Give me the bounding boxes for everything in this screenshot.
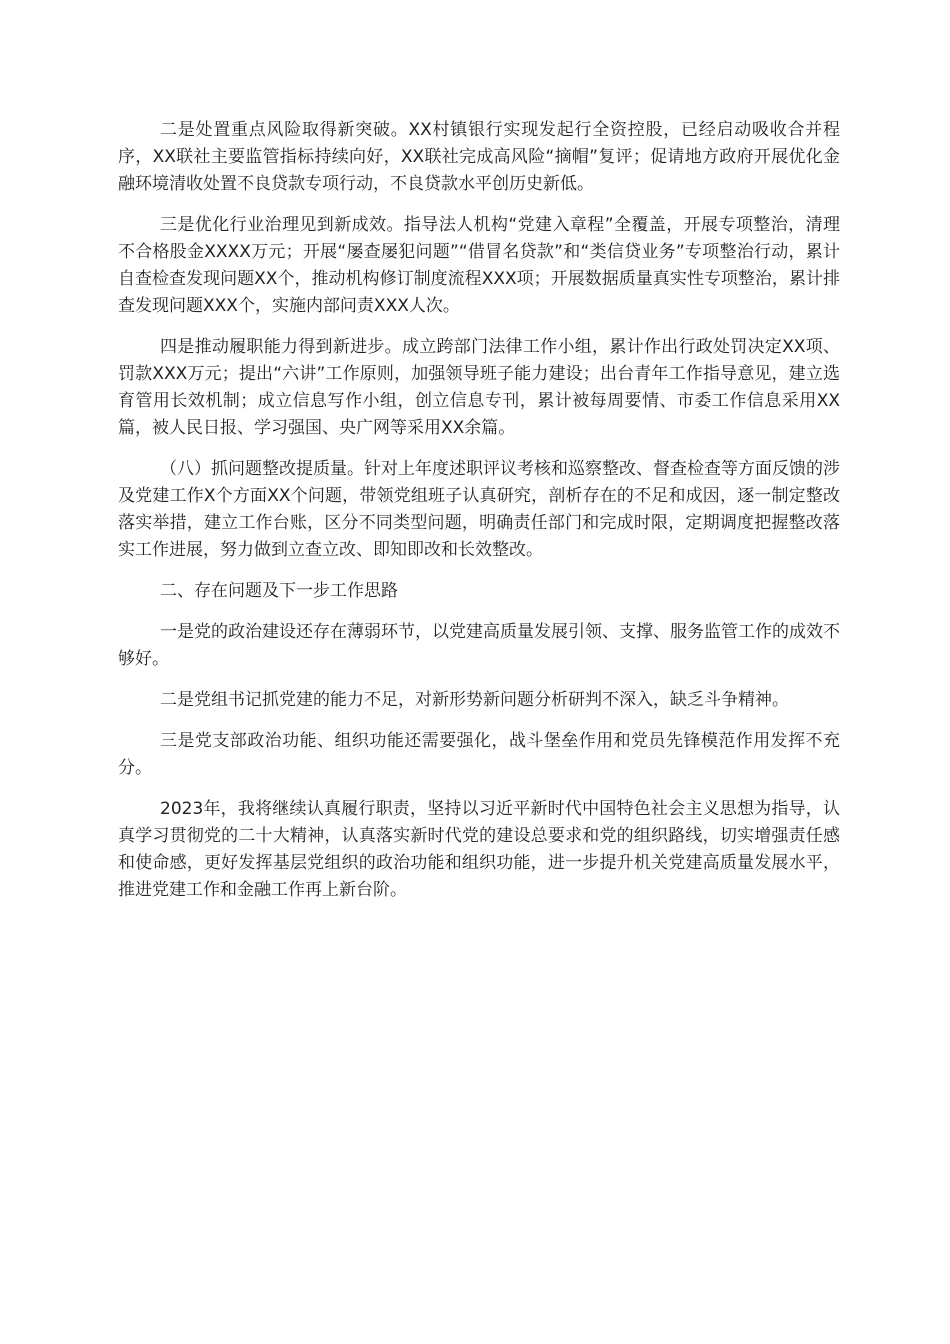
- paragraph-problem-one: 一是党的政治建设还存在薄弱环节，以党建高质量发展引领、支撑、服务监管工作的成效不够好。: [118, 622, 840, 669]
- paragraph-problem-two: 二是党组书记抓党建的能力不足，对新形势新问题分析研判不深入，缺乏斗争精神。: [160, 690, 789, 710]
- paragraph-risk-disposal: 二是处置重点风险取得新突破。XX村镇银行实现发起行全资控股，已经启动吸收合并程序，XX联社主要监管指标持续向好，XX联社完成高风险“摘帽”复评；促请地方政府开展优化金融环境清收处置不良贷款专项行动，不良贷款水平创历史新低。: [118, 120, 840, 194]
- paragraph-2023-plan: 2023年，我将继续认真履行职责，坚持以习近平新时代中国特色社会主义思想为指导，认真学习贯彻党的二十大精神，认真落实新时代党的建设总要求和党的组织路线，切实增强责任感和使命感，更好发挥基层党组织的政治功能和组织功能，进一步提升机关党建高质量发展水平，推进党建工作和金融工作再上新台阶。: [118, 799, 840, 900]
- paragraph-rectification: （八）抓问题整改提质量。针对上年度述职评议考核和巡察整改、督查检查等方面反馈的涉及党建工作X个方面XX个问题，带领党组班子认真研究，剖析存在的不足和成因，逐一制定整改落实举措，建立工作台账，区分不同类型问题，明确责任部门和完成时限，定期调度把握整改落实工作进展，努力做到立查立改、即知即改和长效整改。: [118, 459, 840, 560]
- paragraph-problem-three: 三是党支部政治功能、组织功能还需要强化，战斗堡垒作用和党员先锋模范作用发挥不充分。: [118, 731, 840, 778]
- paragraph-industry-governance: 三是优化行业治理见到新成效。指导法人机构“党建入章程”全覆盖，开展专项整治，清理不合格股金XXXX万元；开展“屡查屡犯问题”“借冒名贷款”和“类信贷业务”专项整治行动，累计自查检查发现问题XX个，推动机构修订制度流程XXX项；开展数据质量真实性专项整治，累计排查发现问题XXX个，实施内部问责XXX人次。: [118, 215, 840, 316]
- paragraph-duty-capability: 四是推动履职能力得到新进步。成立跨部门法律工作小组，累计作出行政处罚决定XX项、罚款XXX万元；提出“六讲”工作原则，加强领导班子能力建设；出台青年工作指导意见，建立选育管用长效机制；成立信息写作小组，创立信息专刊，累计被每周要情、市委工作信息采用XX篇，被人民日报、学习强国、央广网等采用XX余篇。: [118, 337, 840, 438]
- section-heading-problems: 二、存在问题及下一步工作思路: [160, 581, 398, 601]
- document-body: [118, 117, 840, 918]
